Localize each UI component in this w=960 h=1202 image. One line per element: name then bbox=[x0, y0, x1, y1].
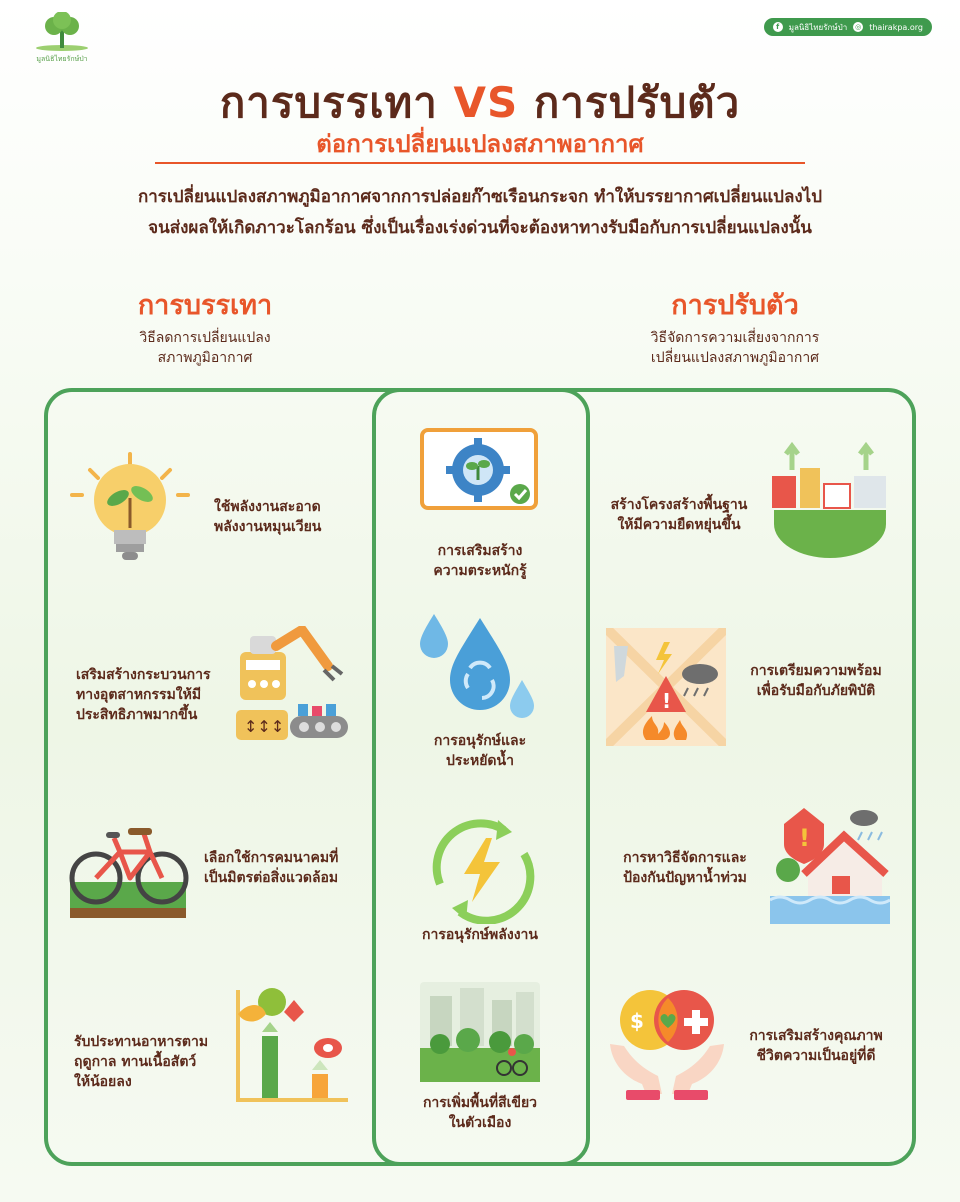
facebook-label: มูลนิธิไทยรักษ์ป่า bbox=[788, 22, 848, 32]
adaptation-item-3-line-2: ป้องกันปัญหาน้ำท่วม bbox=[623, 870, 747, 886]
shared-item-1-line-1: การเสริมสร้าง bbox=[437, 543, 523, 559]
adaptation-item-4-line-2: ชีวิตความเป็นอยู่ที่ดี bbox=[756, 1048, 876, 1064]
title-mitigation: การบรรเทา bbox=[219, 78, 438, 127]
title-divider bbox=[155, 162, 805, 164]
lightbulb-plant-icon bbox=[70, 450, 190, 574]
website-label: thairakpa.org bbox=[869, 22, 923, 32]
flood-house-icon bbox=[770, 804, 890, 928]
shared-item-3-line-1: การอนุรักษ์พลังงาน bbox=[422, 927, 538, 943]
shared-item-3 bbox=[392, 925, 568, 945]
resilient-city-gear-icon bbox=[770, 440, 890, 562]
shared-item-4-line-2: ในตัวเมือง bbox=[448, 1115, 512, 1131]
tree-logo-icon bbox=[30, 12, 94, 52]
mitigation-item-2-line-1: เสริมสร้างกระบวนการ bbox=[76, 667, 211, 683]
intro-paragraph bbox=[60, 182, 900, 244]
foundation-logo bbox=[30, 12, 94, 63]
adaptation-sub-2: เปลี่ยนแปลงสภาพภูมิอากาศ bbox=[650, 350, 820, 366]
shared-item-4 bbox=[392, 1093, 568, 1133]
shared-item-2 bbox=[392, 731, 568, 771]
mitigation-item-4-line-3: ให้น้อยลง bbox=[74, 1074, 132, 1090]
adaptation-item-1-line-1: สร้างโครงสร้างพื้นฐาน bbox=[610, 497, 748, 513]
energy-cycle-icon bbox=[420, 812, 542, 928]
title-vs: VS bbox=[453, 78, 519, 127]
gear-plant-monitor-icon bbox=[420, 428, 538, 514]
adaptation-item-1 bbox=[596, 495, 762, 535]
hands-wellbeing-icon bbox=[606, 984, 728, 1106]
mitigation-heading: การบรรเทา bbox=[137, 290, 273, 321]
svg-text:$: $ bbox=[630, 1009, 644, 1033]
svg-text:↕↕↕: ↕↕↕ bbox=[244, 717, 285, 736]
mitigation-item-4-line-1: รับประทานอาหารตาม bbox=[74, 1034, 209, 1050]
adaptation-header bbox=[610, 283, 860, 368]
shared-item-4-line-1: การเพิ่มพื้นที่สีเขียว bbox=[422, 1095, 538, 1111]
mitigation-item-1-line-2: พลังงานหมุนเวียน bbox=[214, 519, 322, 535]
mitigation-item-3 bbox=[204, 848, 338, 888]
mitigation-item-1 bbox=[214, 497, 321, 537]
adaptation-item-4-line-1: การเสริมสร้างคุณภาพ bbox=[749, 1028, 883, 1044]
mitigation-item-1-line-1: ใช้พลังงานสะอาด bbox=[214, 499, 321, 515]
shared-item-1 bbox=[392, 541, 568, 581]
mitigation-item-4 bbox=[74, 1032, 208, 1092]
mitigation-sub-1: วิธีลดการเปลี่ยนแปลง bbox=[139, 330, 271, 346]
robot-arm-icon bbox=[232, 626, 354, 750]
svg-text:!: ! bbox=[662, 689, 672, 713]
adaptation-sub-1: วิธีจัดการความเสี่ยงจากการ bbox=[650, 330, 820, 346]
disaster-warning-icon bbox=[606, 628, 726, 750]
adaptation-item-3 bbox=[602, 848, 768, 888]
mitigation-header bbox=[90, 283, 320, 368]
shared-item-1-line-2: ความตระหนักรู้ bbox=[433, 563, 527, 579]
adaptation-item-2 bbox=[738, 661, 894, 701]
globe-icon: ◎ bbox=[855, 23, 862, 31]
title-adaptation: การปรับตัว bbox=[533, 78, 741, 127]
svg-text:!: ! bbox=[799, 824, 810, 852]
adaptation-item-4 bbox=[736, 1026, 896, 1066]
shared-item-2-line-1: การอนุรักษ์และ bbox=[433, 733, 527, 749]
mitigation-item-3-line-2: เป็นมิตรต่อสิ่งแวดล้อม bbox=[204, 870, 339, 886]
adaptation-item-2-line-1: การเตรียมความพร้อม bbox=[750, 663, 882, 679]
adaptation-item-3-line-1: การหาวิธีจัดการและ bbox=[623, 850, 747, 866]
adaptation-item-1-line-2: ให้มีความยืดหยุ่นขึ้น bbox=[617, 517, 741, 533]
social-badge[interactable] bbox=[764, 18, 932, 36]
water-drop-recycle-icon bbox=[416, 610, 544, 726]
mitigation-item-2-line-3: ประสิทธิภาพมากขึ้น bbox=[76, 707, 198, 723]
page-subtitle: ต่อการเปลี่ยนแปลงสภาพอากาศ bbox=[316, 130, 644, 158]
shared-item-2-line-2: ประหยัดน้ำ bbox=[446, 753, 514, 769]
bicycle-icon bbox=[68, 812, 190, 926]
mitigation-item-4-line-2: ฤดูกาล ทานเนื้อสัตว์ bbox=[74, 1054, 197, 1070]
mitigation-sub-2: สภาพภูมิอากาศ bbox=[157, 350, 253, 366]
intro-line-1: การเปลี่ยนแปลงสภาพภูมิอากาศจากการปล่อยก๊าซเรือนกระจก ทำให้บรรยากาศเปลี่ยนแปลงไป bbox=[137, 187, 823, 207]
seasonal-food-chart-icon bbox=[232, 982, 356, 1110]
logo-text: มูลนิธิไทยรักษ์ป่า bbox=[36, 55, 88, 63]
mitigation-item-2 bbox=[76, 665, 211, 725]
green-city-icon bbox=[420, 982, 540, 1086]
adaptation-heading: การปรับตัว bbox=[671, 290, 799, 321]
mitigation-item-2-line-2: ทางอุตสาหกรรมให้มี bbox=[76, 687, 202, 703]
adaptation-item-2-line-2: เพื่อรับมือกับภัยพิบัติ bbox=[756, 683, 876, 699]
facebook-icon: f bbox=[773, 22, 783, 32]
intro-line-2: จนส่งผลให้เกิดภาวะโลกร้อน ซึ่งเป็นเรื่องเร่งด่วนที่จะต้องหาทางรับมือกับการเปลี่ยนแปลงนั้น bbox=[148, 218, 812, 238]
mitigation-item-3-line-1: เลือกใช้การคมนาคมที่ bbox=[204, 850, 339, 866]
